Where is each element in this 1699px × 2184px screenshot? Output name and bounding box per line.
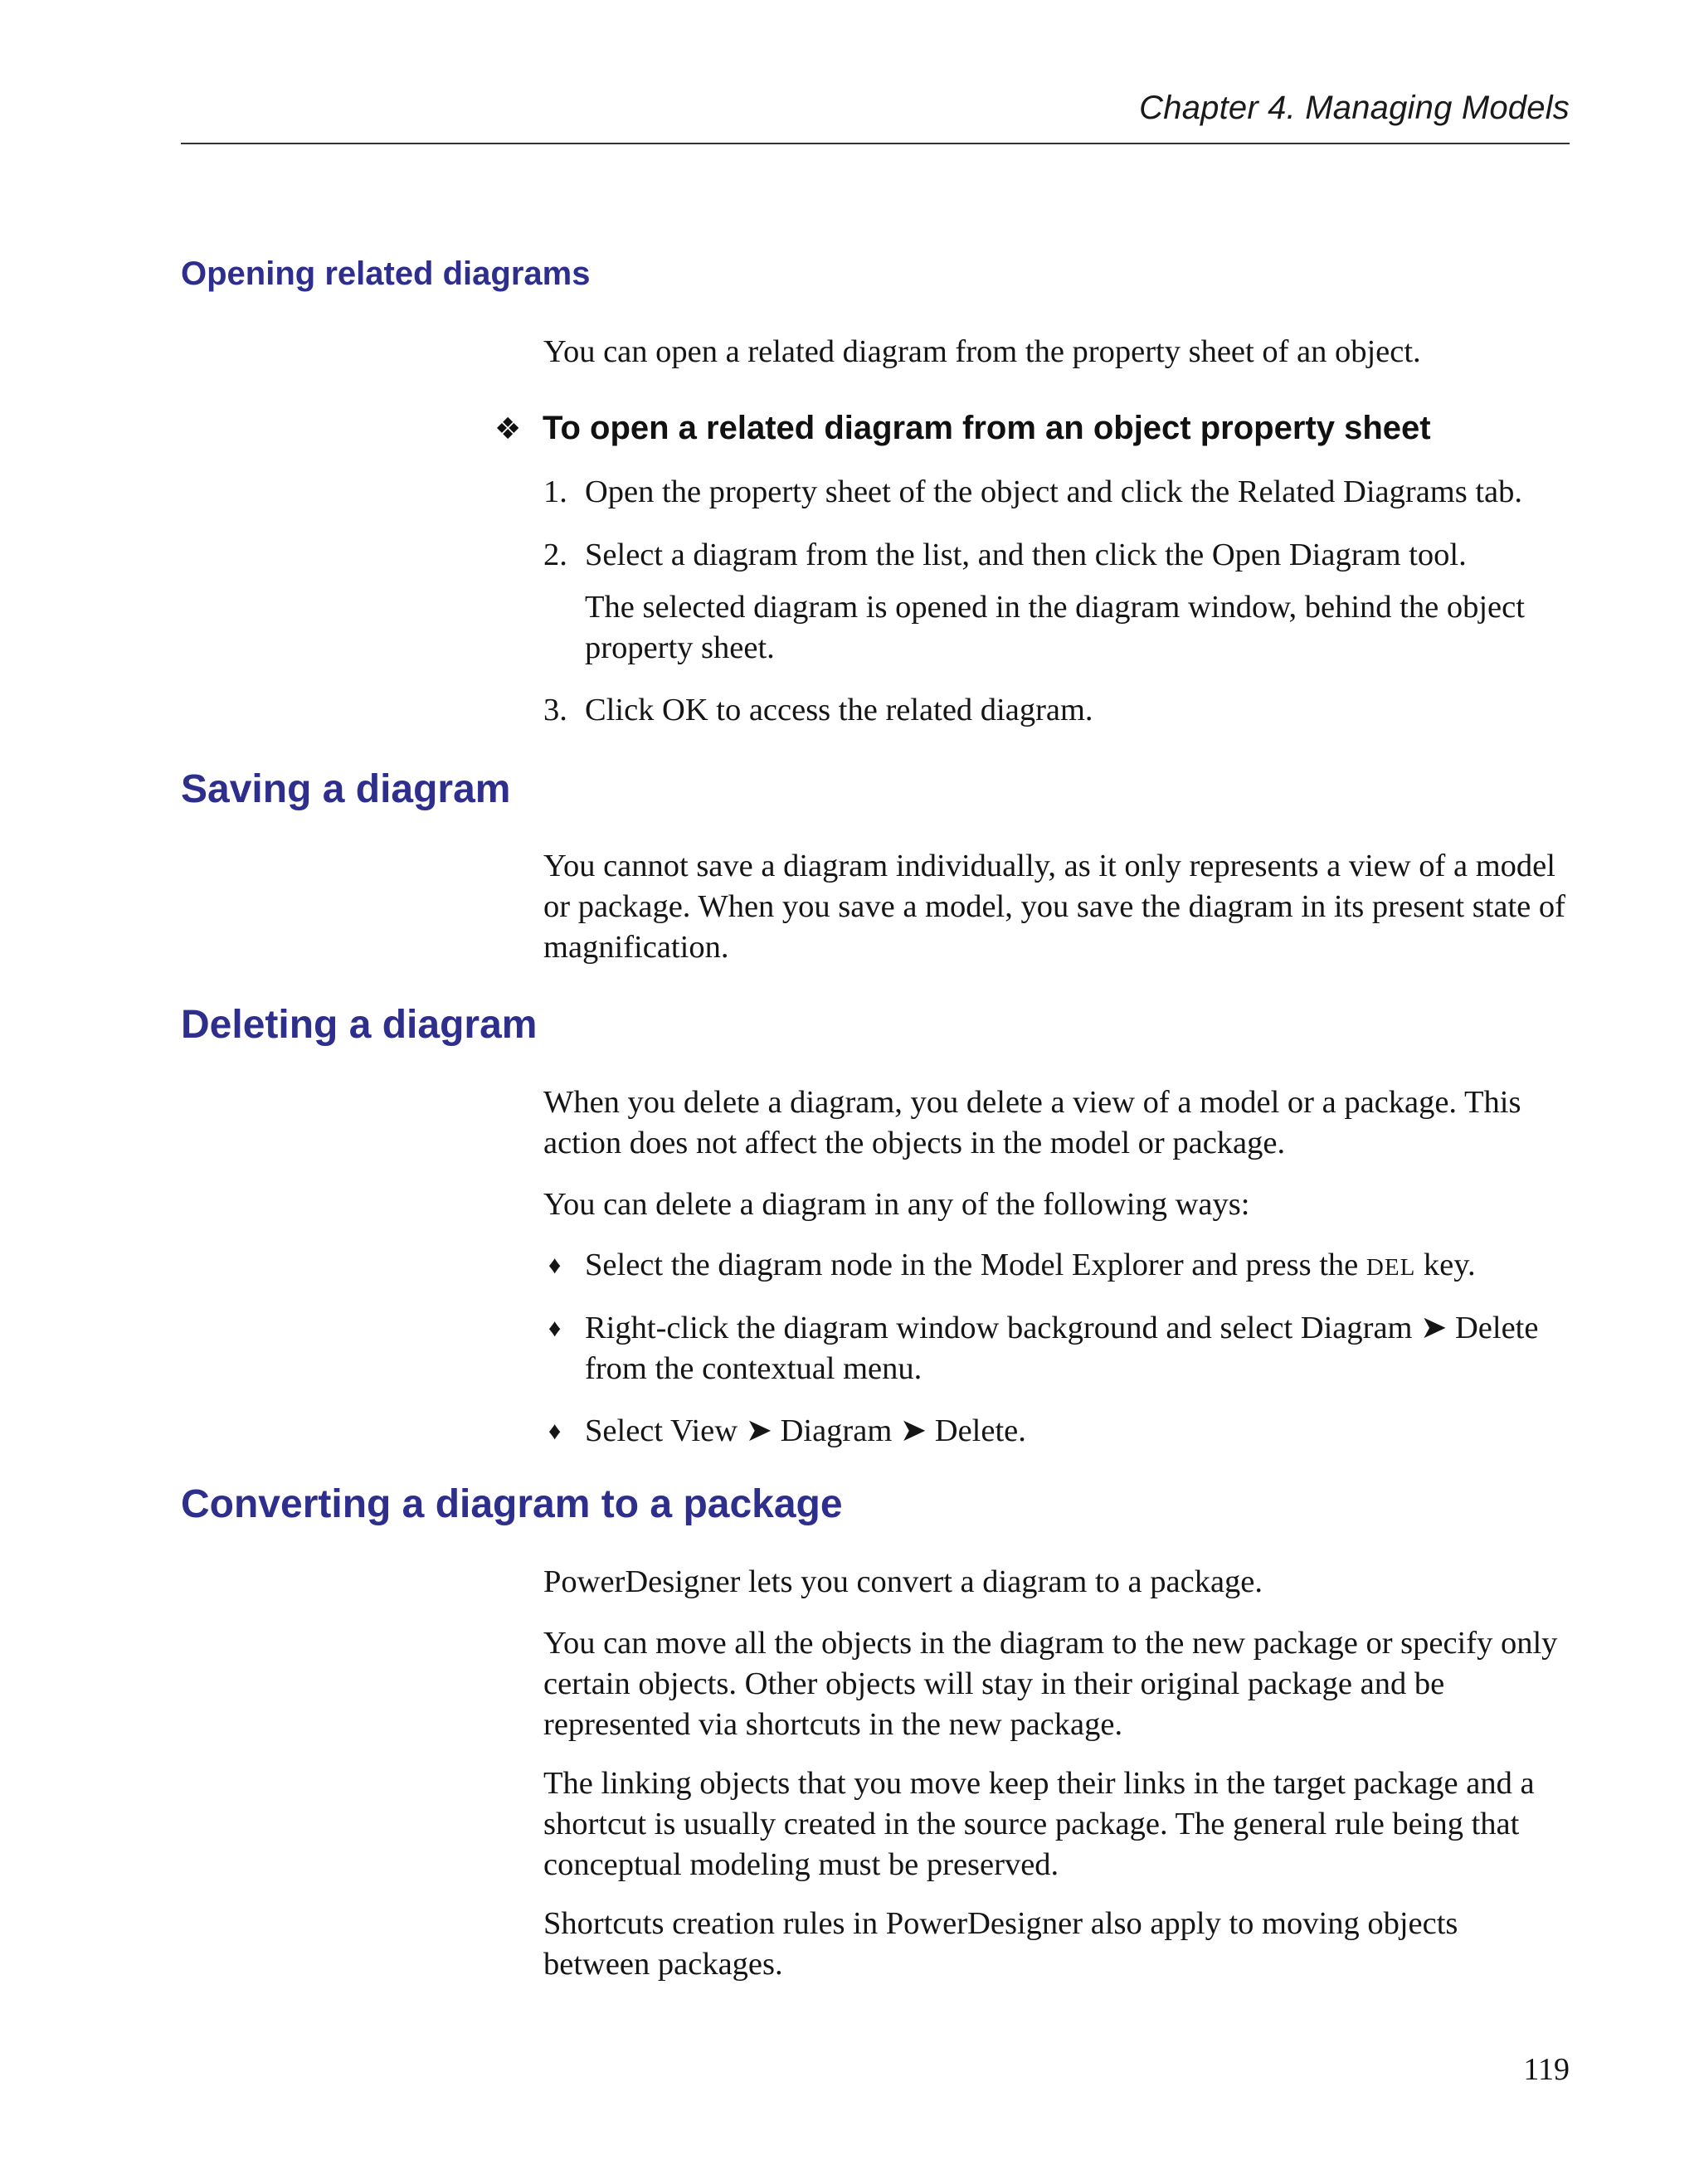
header-rule [181,143,1570,144]
opening-intro: You can open a related diagram from the property sheet of an object. [543,334,1421,369]
converting-para-3: The linking objects that you move keep their links in the target package and a shortcut is usually created in the source package. The general rule being that conceptual modeling must be preserved. [543,1766,1535,1882]
procedure-step-3 [543,690,1572,731]
delete-option-1 [543,1245,1572,1288]
procedure-step-1 [543,472,1572,513]
converting-para-1: PowerDesigner lets you convert a diagram to a package. [543,1564,1263,1599]
bullet-diamond-icon: ♦ [548,1418,562,1445]
page-number: 119 [1523,2052,1570,2087]
saving-body: You cannot save a diagram individually, as it only represents a view of a model or package. When you save a model, you save the diagram in its present state of magnification. [543,849,1565,965]
running-head: Chapter 4. Managing Models [1139,90,1570,126]
procedure-title-text: To open a related diagram from an object property sheet [543,410,1431,446]
heading-deleting-a-diagram: Deleting a diagram [181,1003,538,1047]
heading-converting-diagram-to-package: Converting a diagram to a package [181,1482,843,1526]
bullet-text: Select the diagram node in the Model Explorer and press the DEL key. [585,1248,1476,1282]
step-number: 3. [543,693,567,727]
delete-option-3 [543,1411,1572,1452]
delete-option-2 [543,1308,1572,1389]
bullet-diamond-icon: ♦ [548,1315,562,1342]
heading-saving-a-diagram: Saving a diagram [181,767,511,811]
procedure-diamond-icon: ❖ [494,411,522,445]
procedure-step-2 [543,535,1572,576]
step-text: Select a diagram from the list, and then click the Open Diagram tool. [585,537,1467,572]
step-text: Open the property sheet of the object and click the Related Diagrams tab. [585,474,1522,509]
step-text: Click OK to access the related diagram. [585,693,1093,727]
bullet-diamond-icon: ♦ [548,1252,562,1279]
procedure-step-2-note: The selected diagram is opened in the diagram window, behind the object property sheet. [585,590,1525,665]
deleting-para-1: When you delete a diagram, you delete a view of a model or a package. This action does not affect the objects in the model or package. [543,1085,1521,1160]
procedure-title [494,410,1431,447]
converting-para-2: You can move all the objects in the diagram to the new package or specify only certain objects. Other objects will stay in their original package and be represented via shortcuts in the new package. [543,1626,1558,1742]
converting-para-4: Shortcuts creation rules in PowerDesigner also apply to moving objects between packages. [543,1906,1458,1982]
bullet-text: Right-click the diagram window background and select Diagram ➤ Delete from the contextual menu. [585,1311,1539,1386]
step-number: 2. [543,537,567,572]
del-key-label: DEL [1366,1254,1416,1281]
deleting-para-2: You can delete a diagram in any of the following ways: [543,1187,1250,1222]
heading-opening-related-diagrams: Opening related diagrams [181,255,591,292]
bullet-text: Select View ➤ Diagram ➤ Delete. [585,1413,1026,1448]
step-number: 1. [543,474,567,509]
